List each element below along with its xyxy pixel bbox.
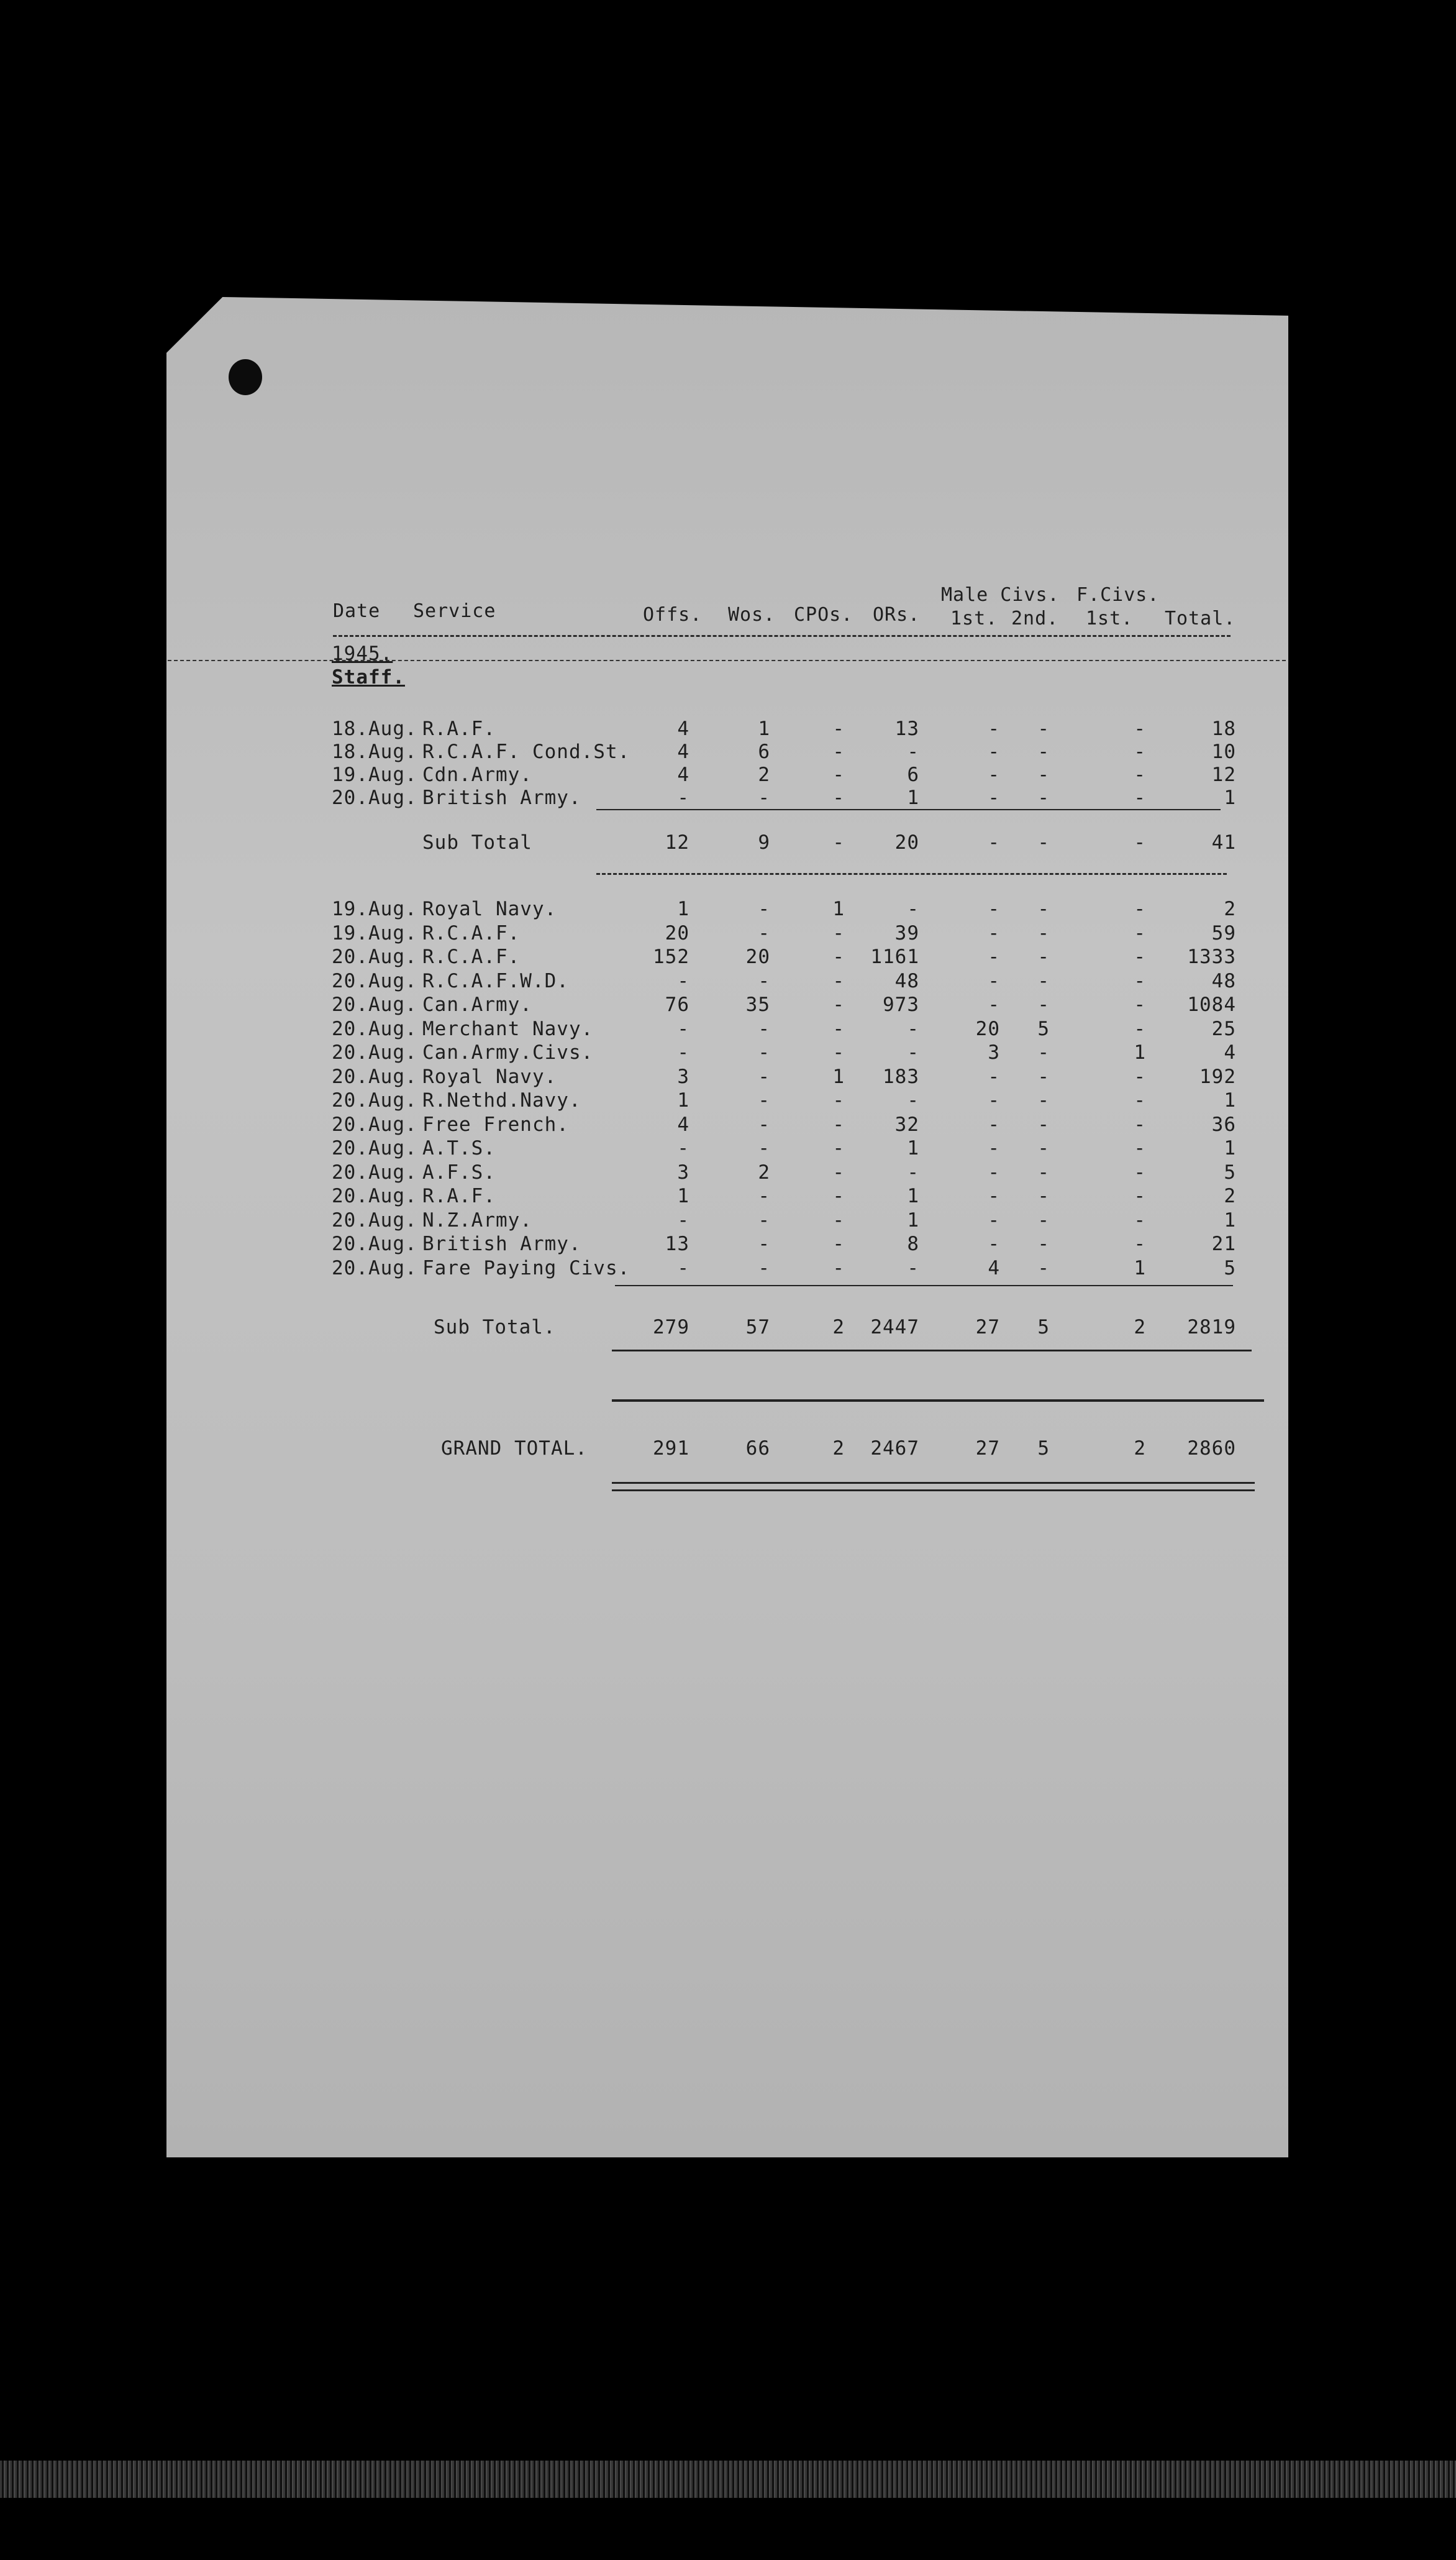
- row-ors: -: [907, 1256, 919, 1279]
- total-label: Sub Total.: [434, 1316, 556, 1338]
- row-m1: -: [988, 921, 1000, 944]
- header-offs: Offs.: [643, 604, 703, 626]
- row-service: R.C.A.F.: [422, 921, 521, 944]
- row-total: 1333: [1187, 946, 1236, 968]
- row-total: 2: [1224, 1185, 1236, 1207]
- row-ors: -: [907, 1017, 919, 1040]
- total-f1: -: [1134, 831, 1146, 854]
- row-ors: 1: [907, 1185, 919, 1207]
- row-date: 20.Aug.: [332, 1113, 417, 1136]
- row-cpos: -: [832, 1113, 845, 1136]
- row-m2: -: [1037, 787, 1050, 809]
- row-cpos: -: [832, 764, 845, 786]
- row-cpos: -: [832, 1209, 845, 1232]
- row-m1: -: [988, 898, 1000, 920]
- row-ors: 48: [894, 969, 919, 992]
- row-service: British Army.: [422, 1233, 581, 1255]
- row-offs: 4: [677, 718, 689, 740]
- total-label: GRAND TOTAL.: [441, 1437, 588, 1460]
- row-cpos: -: [832, 1233, 845, 1255]
- row-cpos: -: [832, 718, 845, 740]
- row-date: 20.Aug.: [332, 1256, 417, 1279]
- row-m2: -: [1037, 1113, 1050, 1136]
- row-total: 1084: [1187, 994, 1236, 1016]
- row-total: 12: [1211, 764, 1236, 786]
- punch-hole: [229, 359, 262, 395]
- row-cpos: -: [832, 921, 845, 944]
- year-label: 1945.: [332, 642, 393, 665]
- total-m1: 27: [975, 1437, 1000, 1460]
- row-m1: -: [988, 1065, 1000, 1088]
- row-wos: -: [758, 1233, 770, 1255]
- row-offs: -: [677, 1256, 689, 1279]
- row-ors: 6: [907, 764, 919, 786]
- row-date: 18.Aug.: [332, 718, 417, 740]
- row-offs: -: [677, 1209, 689, 1232]
- row-m2: -: [1037, 1209, 1050, 1232]
- row-total: 1: [1224, 1137, 1236, 1159]
- row-m1: 20: [975, 1017, 1000, 1040]
- row-f1: 1: [1134, 1256, 1146, 1279]
- row-m1: -: [988, 741, 1000, 763]
- row-date: 20.Aug.: [332, 969, 417, 992]
- row-offs: 4: [677, 741, 689, 763]
- staff-label: Staff.: [332, 666, 405, 688]
- row-service: Fare Paying Civs.: [422, 1256, 630, 1279]
- row-total: 1: [1224, 1089, 1236, 1112]
- row-wos: -: [758, 921, 770, 944]
- row-date: 19.Aug.: [332, 921, 417, 944]
- row-ors: -: [907, 1041, 919, 1064]
- row-date: 20.Aug.: [332, 1185, 417, 1207]
- header-f-civs: F.Civs.: [1076, 584, 1160, 606]
- pre-grand-total-rule: [612, 1399, 1264, 1402]
- row-total: 59: [1211, 921, 1236, 944]
- row-m1: 4: [988, 1256, 1000, 1279]
- total-ors: 2447: [870, 1316, 919, 1338]
- row-cpos: -: [832, 1017, 845, 1040]
- row-total: 5: [1224, 1256, 1236, 1279]
- row-f1: -: [1134, 787, 1146, 809]
- row-service: R.A.F.: [422, 1185, 496, 1207]
- row-cpos: -: [832, 1185, 845, 1207]
- row-f1: -: [1134, 1233, 1146, 1255]
- row-date: 20.Aug.: [332, 994, 417, 1016]
- row-wos: 2: [758, 1161, 770, 1184]
- row-offs: 3: [677, 1065, 689, 1088]
- total-cpos: 2: [832, 1437, 845, 1460]
- row-wos: -: [758, 1041, 770, 1064]
- row-service: A.F.S.: [422, 1161, 496, 1184]
- row-ors: 13: [894, 718, 919, 740]
- row-f1: -: [1134, 1113, 1146, 1136]
- row-m1: -: [988, 969, 1000, 992]
- total-cpos: 2: [832, 1316, 845, 1338]
- row-service: Can.Army.: [422, 994, 532, 1016]
- row-offs: 4: [677, 1113, 689, 1136]
- row-cpos: -: [832, 787, 845, 809]
- header-male-civs: Male Civs.: [941, 584, 1060, 606]
- row-offs: 3: [677, 1161, 689, 1184]
- row-f1: -: [1134, 946, 1146, 968]
- row-date: 20.Aug.: [332, 1209, 417, 1232]
- row-total: 10: [1211, 741, 1236, 763]
- row-total: 2: [1224, 898, 1236, 920]
- row-m1: -: [988, 764, 1000, 786]
- row-m2: -: [1037, 1089, 1050, 1112]
- section2-rows-rule: [615, 1285, 1233, 1286]
- row-f1: -: [1134, 1017, 1146, 1040]
- row-cpos: -: [832, 994, 845, 1016]
- row-date: 19.Aug.: [332, 898, 417, 920]
- row-total: 4: [1224, 1041, 1236, 1064]
- total-m2: -: [1037, 831, 1050, 854]
- row-f1: -: [1134, 1161, 1146, 1184]
- row-offs: 1: [677, 1089, 689, 1112]
- row-date: 18.Aug.: [332, 741, 417, 763]
- row-wos: -: [758, 1065, 770, 1088]
- row-m2: -: [1037, 741, 1050, 763]
- row-f1: -: [1134, 1089, 1146, 1112]
- grand-total-rule-1: [612, 1482, 1255, 1484]
- row-offs: 76: [665, 994, 689, 1016]
- row-offs: 152: [653, 946, 689, 968]
- row-cpos: -: [832, 969, 845, 992]
- row-service: Free French.: [422, 1113, 569, 1136]
- row-offs: 1: [677, 898, 689, 920]
- row-m2: -: [1037, 1185, 1050, 1207]
- row-service: N.Z.Army.: [422, 1209, 532, 1232]
- row-service: British Army.: [422, 787, 581, 809]
- row-f1: -: [1134, 898, 1146, 920]
- film-edge: [0, 2461, 1456, 2498]
- header-service: Service: [413, 600, 496, 622]
- row-f1: 1: [1134, 1041, 1146, 1064]
- grand-total-rule-2: [612, 1489, 1255, 1491]
- row-f1: -: [1134, 1065, 1146, 1088]
- row-ors: 1: [907, 1209, 919, 1232]
- row-f1: -: [1134, 1185, 1146, 1207]
- row-service: Royal Navy.: [422, 898, 557, 920]
- row-m2: -: [1037, 921, 1050, 944]
- row-wos: 6: [758, 741, 770, 763]
- row-date: 20.Aug.: [332, 1065, 417, 1088]
- total-offs: 279: [653, 1316, 689, 1338]
- header-f-1st: 1st.: [1086, 608, 1134, 629]
- row-service: Merchant Navy.: [422, 1017, 594, 1040]
- header-wos: Wos.: [728, 604, 776, 626]
- header-rule: [333, 635, 1231, 637]
- header-male-1st: 1st.: [950, 608, 998, 629]
- total-m1: 27: [975, 1316, 1000, 1338]
- row-m2: -: [1037, 1161, 1050, 1184]
- total-ors: 20: [894, 831, 919, 854]
- row-ors: 32: [894, 1113, 919, 1136]
- row-m2: -: [1037, 718, 1050, 740]
- row-wos: -: [758, 1089, 770, 1112]
- total-offs: 12: [665, 831, 689, 854]
- row-total: 192: [1199, 1065, 1236, 1088]
- row-ors: 973: [883, 994, 919, 1016]
- row-wos: -: [758, 969, 770, 992]
- row-offs: 1: [677, 1185, 689, 1207]
- total-wos: 57: [745, 1316, 770, 1338]
- row-wos: -: [758, 787, 770, 809]
- row-m2: -: [1037, 1256, 1050, 1279]
- row-ors: -: [907, 1161, 919, 1184]
- section2-subtotal-rule: [612, 1350, 1252, 1351]
- row-m2: -: [1037, 946, 1050, 968]
- row-total: 36: [1211, 1113, 1236, 1136]
- total-wos: 9: [758, 831, 770, 854]
- row-f1: -: [1134, 718, 1146, 740]
- row-m1: -: [988, 946, 1000, 968]
- row-cpos: -: [832, 1137, 845, 1159]
- row-f1: -: [1134, 969, 1146, 992]
- row-offs: -: [677, 1041, 689, 1064]
- staff-subtotal-rule: [596, 873, 1227, 875]
- row-m1: -: [988, 1137, 1000, 1159]
- row-total: 25: [1211, 1017, 1236, 1040]
- row-total: 21: [1211, 1233, 1236, 1255]
- row-date: 19.Aug.: [332, 764, 417, 786]
- row-ors: 8: [907, 1233, 919, 1255]
- row-m1: -: [988, 1089, 1000, 1112]
- row-m2: -: [1037, 1041, 1050, 1064]
- row-wos: 35: [745, 994, 770, 1016]
- total-f1: 2: [1134, 1437, 1146, 1460]
- row-service: Cdn.Army.: [422, 764, 532, 786]
- row-m1: -: [988, 787, 1000, 809]
- row-m2: -: [1037, 1137, 1050, 1159]
- row-ors: 1: [907, 1137, 919, 1159]
- row-service: Royal Navy.: [422, 1065, 557, 1088]
- row-cpos: -: [832, 1256, 845, 1279]
- row-cpos: 1: [832, 898, 845, 920]
- header-cpos: CPOs.: [794, 604, 853, 626]
- row-total: 48: [1211, 969, 1236, 992]
- row-date: 20.Aug.: [332, 1089, 417, 1112]
- row-ors: 1161: [870, 946, 919, 968]
- row-f1: -: [1134, 1137, 1146, 1159]
- row-service: Can.Army.Civs.: [422, 1041, 594, 1064]
- row-wos: 1: [758, 718, 770, 740]
- row-m1: -: [988, 1233, 1000, 1255]
- total-m2: 5: [1037, 1437, 1050, 1460]
- row-m2: -: [1037, 1065, 1050, 1088]
- header-male-2nd: 2nd.: [1011, 608, 1059, 629]
- row-date: 20.Aug.: [332, 787, 417, 809]
- row-cpos: 1: [832, 1065, 845, 1088]
- row-wos: -: [758, 1209, 770, 1232]
- row-f1: -: [1134, 994, 1146, 1016]
- row-f1: -: [1134, 741, 1146, 763]
- row-wos: -: [758, 1185, 770, 1207]
- total-m1: -: [988, 831, 1000, 854]
- row-f1: -: [1134, 1209, 1146, 1232]
- row-service: R.C.A.F.: [422, 946, 521, 968]
- row-wos: -: [758, 1017, 770, 1040]
- row-ors: -: [907, 1089, 919, 1112]
- row-cpos: -: [832, 1041, 845, 1064]
- row-m2: -: [1037, 994, 1050, 1016]
- row-cpos: -: [832, 1161, 845, 1184]
- row-m2: -: [1037, 898, 1050, 920]
- total-f1: 2: [1134, 1316, 1146, 1338]
- row-m1: -: [988, 1113, 1000, 1136]
- row-service: R.C.A.F.W.D.: [422, 969, 569, 992]
- header-date: Date: [333, 600, 381, 622]
- row-date: 20.Aug.: [332, 1233, 417, 1255]
- row-m1: -: [988, 994, 1000, 1016]
- row-m1: 3: [988, 1041, 1000, 1064]
- row-service: R.A.F.: [422, 718, 496, 740]
- row-date: 20.Aug.: [332, 1137, 417, 1159]
- total-offs: 291: [653, 1437, 689, 1460]
- row-ors: 39: [894, 921, 919, 944]
- row-offs: 13: [665, 1233, 689, 1255]
- row-m1: -: [988, 1161, 1000, 1184]
- total-wos: 66: [745, 1437, 770, 1460]
- header-total: Total.: [1165, 608, 1236, 629]
- row-date: 20.Aug.: [332, 1161, 417, 1184]
- row-total: 18: [1211, 718, 1236, 740]
- header-ors: ORs.: [873, 604, 921, 626]
- row-offs: 20: [665, 921, 689, 944]
- row-wos: -: [758, 1137, 770, 1159]
- row-offs: -: [677, 969, 689, 992]
- row-cpos: -: [832, 741, 845, 763]
- row-ors: -: [907, 741, 919, 763]
- row-total: 5: [1224, 1161, 1236, 1184]
- row-service: R.C.A.F. Cond.St.: [422, 741, 630, 763]
- row-m2: 5: [1037, 1017, 1050, 1040]
- total-total: 41: [1211, 831, 1236, 854]
- row-cpos: -: [832, 1089, 845, 1112]
- row-service: R.Nethd.Navy.: [422, 1089, 581, 1112]
- row-ors: 183: [883, 1065, 919, 1088]
- total-cpos: -: [832, 831, 845, 854]
- row-total: 1: [1224, 787, 1236, 809]
- row-offs: -: [677, 1137, 689, 1159]
- row-offs: -: [677, 1017, 689, 1040]
- row-wos: -: [758, 898, 770, 920]
- row-m1: -: [988, 1209, 1000, 1232]
- row-service: A.T.S.: [422, 1137, 496, 1159]
- total-label: Sub Total: [422, 831, 532, 854]
- row-total: 1: [1224, 1209, 1236, 1232]
- row-wos: 20: [745, 946, 770, 968]
- row-f1: -: [1134, 921, 1146, 944]
- row-m2: -: [1037, 969, 1050, 992]
- row-date: 20.Aug.: [332, 946, 417, 968]
- row-ors: -: [907, 898, 919, 920]
- total-ors: 2467: [870, 1437, 919, 1460]
- row-m2: -: [1037, 764, 1050, 786]
- row-date: 20.Aug.: [332, 1017, 417, 1040]
- row-offs: 4: [677, 764, 689, 786]
- staff-rows-rule: [596, 809, 1221, 810]
- total-total: 2819: [1187, 1316, 1236, 1338]
- row-wos: -: [758, 1256, 770, 1279]
- row-offs: -: [677, 787, 689, 809]
- total-m2: 5: [1037, 1316, 1050, 1338]
- row-date: 20.Aug.: [332, 1041, 417, 1064]
- row-wos: 2: [758, 764, 770, 786]
- row-cpos: -: [832, 946, 845, 968]
- row-m1: -: [988, 718, 1000, 740]
- total-total: 2860: [1187, 1437, 1236, 1460]
- row-m2: -: [1037, 1233, 1050, 1255]
- row-wos: -: [758, 1113, 770, 1136]
- row-ors: 1: [907, 787, 919, 809]
- row-m1: -: [988, 1185, 1000, 1207]
- row-f1: -: [1134, 764, 1146, 786]
